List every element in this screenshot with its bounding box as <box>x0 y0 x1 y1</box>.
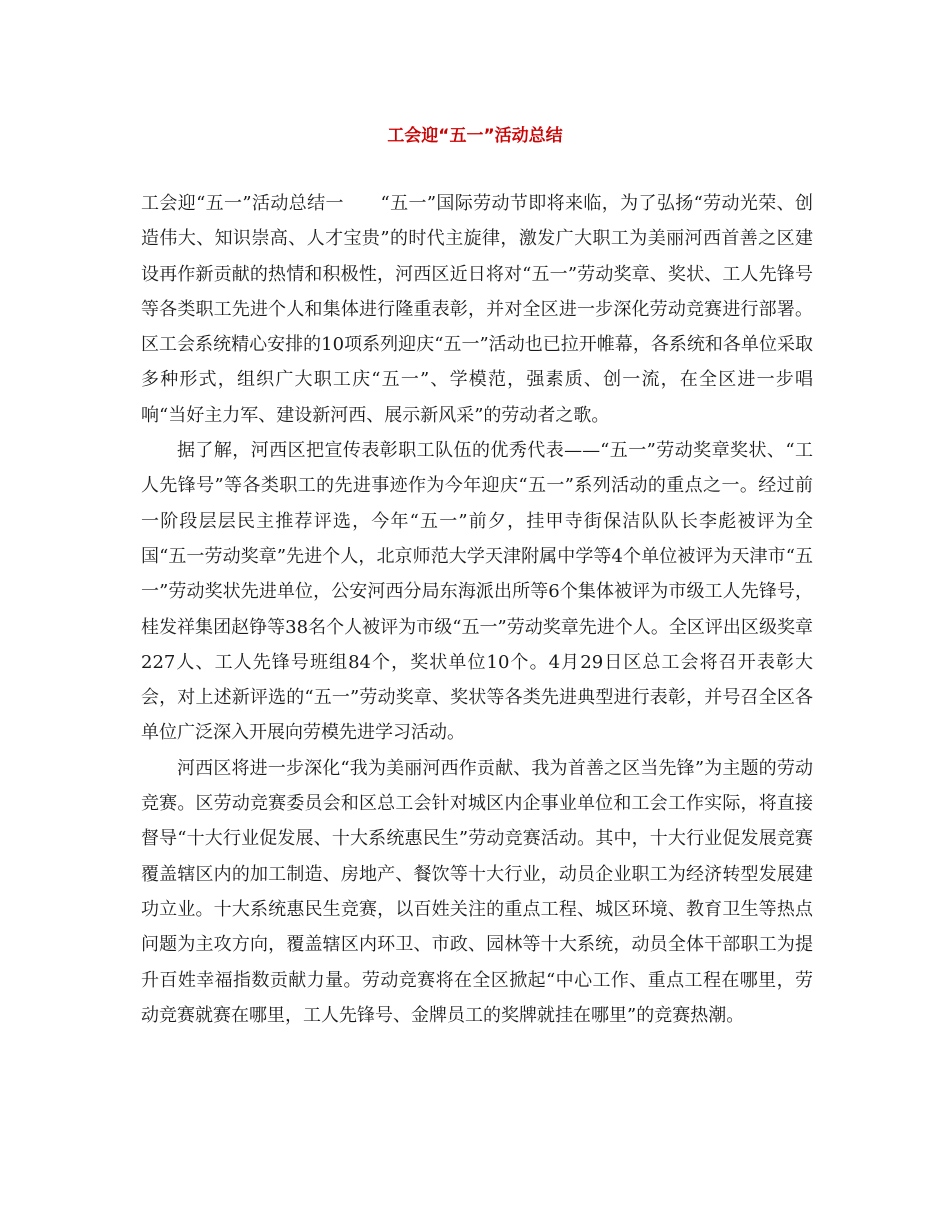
paragraph-2: 据了解，河西区把宣传表彰职工队伍的优秀代表——“五一”劳动奖章奖状、“工人先锋号”等各类职工的先进事迹作为今年迎庆“五一”系列活动的重点之一。经过前一阶段层层民主推荐评选，今年“五一”前夕，挂甲寺街保洁队队长李彪被评为全国“五一劳动奖章”先进个人，北京师范大学天津附属中学等4个单位被评为天津市“五一”劳动奖状先进单位，公安河西分局东海派出所等6个集体被评为市级工人先锋号，桂发祥集团赵铮等38名个人被评为市级“五一”劳动奖章先进个人。全区评出区级奖章227人、工人先锋号班组84个，奖状单位10个。4月29日区总工会将召开表彰大会，对上述新评选的“五一”劳动奖章、奖状等各类先进典型进行表彰，并号召全区各单位广泛深入开展向劳模先进学习活动。 <box>141 440 813 744</box>
document-body <box>141 186 813 1033</box>
paragraph-1: 工会迎“五一”活动总结一 “五一”国际劳动节即将来临，为了弘扬“劳动光荣、创造伟大、知识崇高、人才宝贵”的时代主旋律，激发广大职工为美丽河西首善之区建设再作新贡献的热情和积极性，河西区近日将对“五一”劳动奖章、奖状、工人先锋号等各类职工先进个人和集体进行隆重表彰，并对全区进一步深化劳动竞赛进行部署。区工会系统精心安排的10项系列迎庆“五一”活动也已拉开帷幕，各系统和各单位采取多种形式，组织广大职工庆“五一”、学模范，强素质、创一流，在全区进一步唱响“当好主力军、建设新河西、展示新风采”的劳动者之歌。 <box>141 193 813 426</box>
document-title: 工会迎“五一”活动总结 <box>387 126 563 146</box>
paragraph-3: 河西区将进一步深化“我为美丽河西作贡献、我为首善之区当先锋”为主题的劳动竞赛。区劳动竞赛委员会和区总工会针对城区内企事业单位和工会工作实际，将直接督导“十大行业促发展、十大系统惠民生”劳动竞赛活动。其中，十大行业促发展竞赛覆盖辖区内的加工制造、房地产、餐饮等十大行业，动员企业职工为经济转型发展建功立业。十大系统惠民生竞赛，以百姓关注的重点工程、城区环境、教育卫生等热点问题为主攻方向，覆盖辖区内环卫、市政、园林等十大系统，动员全体干部职工为提升百姓幸福指数贡献力量。劳动竞赛将在全区掀起“中心工作、重点工程在哪里，劳动竞赛就赛在哪里，工人先锋号、金牌员工的奖牌就挂在哪里”的竞赛热潮。 <box>141 757 813 1026</box>
